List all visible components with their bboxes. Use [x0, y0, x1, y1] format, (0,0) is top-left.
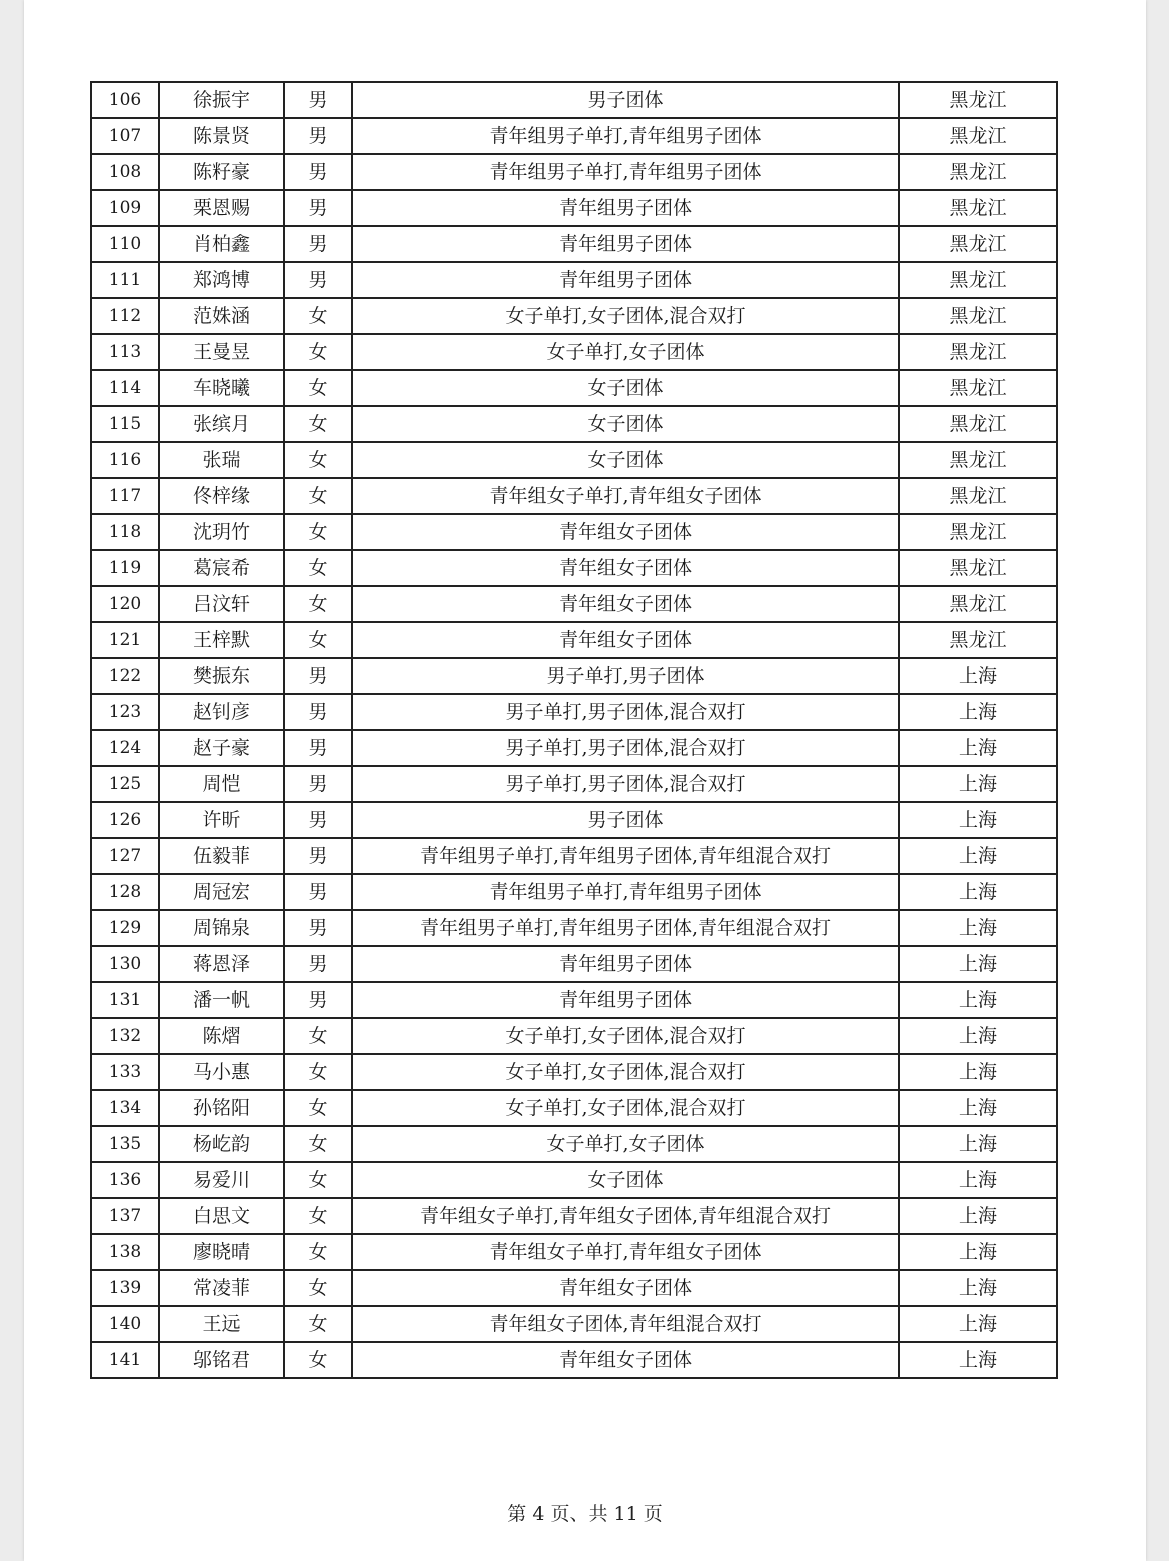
table-row	[91, 586, 1057, 622]
athlete-number-cell: 122	[91, 658, 159, 694]
athlete-events-cell: 青年组女子团体	[352, 514, 899, 550]
athlete-region-cell: 上海	[899, 1162, 1057, 1198]
athlete-gender-cell: 女	[284, 1342, 352, 1378]
athlete-region-cell: 黑龙江	[899, 154, 1057, 190]
athlete-events-cell: 青年组男子单打,青年组男子团体,青年组混合双打	[352, 910, 899, 946]
athlete-number-cell: 117	[91, 478, 159, 514]
athlete-events-cell: 女子单打,女子团体,混合双打	[352, 1018, 899, 1054]
athlete-gender-cell: 女	[284, 1162, 352, 1198]
athlete-name-cell: 王远	[159, 1306, 284, 1342]
athlete-gender-cell: 女	[284, 586, 352, 622]
table-row	[91, 262, 1057, 298]
athlete-gender-cell: 男	[284, 82, 352, 118]
athlete-number-cell: 138	[91, 1234, 159, 1270]
athlete-number-cell: 125	[91, 766, 159, 802]
athlete-gender-cell: 男	[284, 946, 352, 982]
athlete-number-cell: 119	[91, 550, 159, 586]
athlete-table-body	[91, 82, 1057, 1378]
athlete-region-cell: 上海	[899, 1090, 1057, 1126]
athlete-gender-cell: 女	[284, 1090, 352, 1126]
athlete-region-cell: 上海	[899, 946, 1057, 982]
table-row	[91, 694, 1057, 730]
athlete-number-cell: 116	[91, 442, 159, 478]
athlete-region-cell: 上海	[899, 1342, 1057, 1378]
athlete-region-cell: 黑龙江	[899, 550, 1057, 586]
athlete-name-cell: 范姝涵	[159, 298, 284, 334]
athlete-region-cell: 黑龙江	[899, 334, 1057, 370]
athlete-region-cell: 上海	[899, 1306, 1057, 1342]
athlete-number-cell: 137	[91, 1198, 159, 1234]
athlete-name-cell: 栗恩赐	[159, 190, 284, 226]
table-row	[91, 910, 1057, 946]
athlete-region-cell: 上海	[899, 838, 1057, 874]
athlete-events-cell: 男子团体	[352, 82, 899, 118]
athlete-number-cell: 129	[91, 910, 159, 946]
athlete-events-cell: 女子团体	[352, 1162, 899, 1198]
athlete-gender-cell: 男	[284, 730, 352, 766]
athlete-region-cell: 黑龙江	[899, 190, 1057, 226]
athlete-events-cell: 青年组女子团体	[352, 1342, 899, 1378]
athlete-events-cell: 男子团体	[352, 802, 899, 838]
table-row	[91, 514, 1057, 550]
athlete-gender-cell: 男	[284, 154, 352, 190]
athlete-number-cell: 106	[91, 82, 159, 118]
table-row	[91, 1270, 1057, 1306]
page-number: 第 4 页、共 11 页	[507, 1503, 663, 1525]
athlete-name-cell: 邬铭君	[159, 1342, 284, 1378]
athlete-name-cell: 陈籽豪	[159, 154, 284, 190]
table-row	[91, 658, 1057, 694]
athlete-gender-cell: 女	[284, 1306, 352, 1342]
athlete-region-cell: 黑龙江	[899, 622, 1057, 658]
athlete-name-cell: 陈景贤	[159, 118, 284, 154]
athlete-region-cell: 上海	[899, 1198, 1057, 1234]
athlete-number-cell: 113	[91, 334, 159, 370]
athlete-events-cell: 青年组女子团体	[352, 586, 899, 622]
athlete-name-cell: 周恺	[159, 766, 284, 802]
athlete-number-cell: 133	[91, 1054, 159, 1090]
table-row	[91, 82, 1057, 118]
athlete-region-cell: 上海	[899, 910, 1057, 946]
athlete-name-cell: 潘一帆	[159, 982, 284, 1018]
athlete-gender-cell: 女	[284, 1234, 352, 1270]
athlete-number-cell: 120	[91, 586, 159, 622]
athlete-number-cell: 108	[91, 154, 159, 190]
athlete-region-cell: 上海	[899, 982, 1057, 1018]
athlete-name-cell: 孙铭阳	[159, 1090, 284, 1126]
athlete-events-cell: 青年组男子团体	[352, 190, 899, 226]
table-row	[91, 154, 1057, 190]
athlete-events-cell: 男子单打,男子团体	[352, 658, 899, 694]
athlete-gender-cell: 女	[284, 298, 352, 334]
athlete-gender-cell: 女	[284, 1270, 352, 1306]
athlete-name-cell: 马小惠	[159, 1054, 284, 1090]
athlete-region-cell: 黑龙江	[899, 82, 1057, 118]
table-row	[91, 622, 1057, 658]
athlete-region-cell: 黑龙江	[899, 442, 1057, 478]
table-row	[91, 1342, 1057, 1378]
athlete-events-cell: 青年组男子团体	[352, 982, 899, 1018]
athlete-number-cell: 140	[91, 1306, 159, 1342]
athlete-events-cell: 青年组女子团体	[352, 1270, 899, 1306]
table-row	[91, 1018, 1057, 1054]
athlete-name-cell: 赵钊彦	[159, 694, 284, 730]
athlete-events-cell: 青年组男子团体	[352, 946, 899, 982]
athlete-region-cell: 黑龙江	[899, 226, 1057, 262]
athlete-events-cell: 青年组女子单打,青年组女子团体	[352, 1234, 899, 1270]
athlete-events-cell: 女子单打,女子团体	[352, 1126, 899, 1162]
athlete-name-cell: 王曼昱	[159, 334, 284, 370]
athlete-number-cell: 112	[91, 298, 159, 334]
athlete-events-cell: 青年组女子团体,青年组混合双打	[352, 1306, 899, 1342]
table-row	[91, 1162, 1057, 1198]
athlete-gender-cell: 男	[284, 982, 352, 1018]
athlete-gender-cell: 女	[284, 1198, 352, 1234]
table-row	[91, 1126, 1057, 1162]
athlete-number-cell: 123	[91, 694, 159, 730]
table-row	[91, 298, 1057, 334]
athlete-number-cell: 134	[91, 1090, 159, 1126]
athlete-name-cell: 车晓曦	[159, 370, 284, 406]
athlete-number-cell: 109	[91, 190, 159, 226]
athlete-name-cell: 赵子豪	[159, 730, 284, 766]
document-page	[24, 0, 1146, 1561]
athlete-table	[90, 81, 1058, 1379]
athlete-name-cell: 常凌菲	[159, 1270, 284, 1306]
athlete-name-cell: 樊振东	[159, 658, 284, 694]
athlete-events-cell: 女子单打,女子团体,混合双打	[352, 1054, 899, 1090]
athlete-name-cell: 陈熠	[159, 1018, 284, 1054]
athlete-gender-cell: 女	[284, 1018, 352, 1054]
table-row	[91, 478, 1057, 514]
athlete-events-cell: 女子团体	[352, 442, 899, 478]
athlete-number-cell: 132	[91, 1018, 159, 1054]
athlete-gender-cell: 女	[284, 334, 352, 370]
athlete-region-cell: 上海	[899, 1270, 1057, 1306]
athlete-name-cell: 周冠宏	[159, 874, 284, 910]
athlete-name-cell: 廖晓晴	[159, 1234, 284, 1270]
athlete-number-cell: 107	[91, 118, 159, 154]
athlete-region-cell: 上海	[899, 658, 1057, 694]
athlete-number-cell: 136	[91, 1162, 159, 1198]
table-row	[91, 1054, 1057, 1090]
athlete-region-cell: 黑龙江	[899, 118, 1057, 154]
athlete-number-cell: 128	[91, 874, 159, 910]
athlete-number-cell: 114	[91, 370, 159, 406]
athlete-number-cell: 126	[91, 802, 159, 838]
table-row	[91, 982, 1057, 1018]
athlete-region-cell: 黑龙江	[899, 370, 1057, 406]
table-row	[91, 730, 1057, 766]
athlete-name-cell: 沈玥竹	[159, 514, 284, 550]
athlete-gender-cell: 男	[284, 838, 352, 874]
athlete-region-cell: 黑龙江	[899, 406, 1057, 442]
athlete-region-cell: 上海	[899, 694, 1057, 730]
athlete-region-cell: 上海	[899, 874, 1057, 910]
athlete-name-cell: 张瑞	[159, 442, 284, 478]
athlete-events-cell: 男子单打,男子团体,混合双打	[352, 766, 899, 802]
athlete-number-cell: 131	[91, 982, 159, 1018]
athlete-events-cell: 男子单打,男子团体,混合双打	[352, 730, 899, 766]
athlete-region-cell: 上海	[899, 1054, 1057, 1090]
table-row	[91, 766, 1057, 802]
athlete-number-cell: 130	[91, 946, 159, 982]
athlete-gender-cell: 男	[284, 226, 352, 262]
table-row	[91, 190, 1057, 226]
athlete-name-cell: 伍毅菲	[159, 838, 284, 874]
athlete-gender-cell: 女	[284, 550, 352, 586]
athlete-name-cell: 杨屹韵	[159, 1126, 284, 1162]
athlete-events-cell: 青年组女子单打,青年组女子团体	[352, 478, 899, 514]
athlete-events-cell: 青年组男子团体	[352, 262, 899, 298]
athlete-name-cell: 易爱川	[159, 1162, 284, 1198]
athlete-gender-cell: 男	[284, 190, 352, 226]
athlete-number-cell: 127	[91, 838, 159, 874]
table-row	[91, 1234, 1057, 1270]
table-row	[91, 226, 1057, 262]
athlete-region-cell: 黑龙江	[899, 262, 1057, 298]
athlete-events-cell: 青年组男子单打,青年组男子团体,青年组混合双打	[352, 838, 899, 874]
table-row	[91, 874, 1057, 910]
athlete-gender-cell: 女	[284, 442, 352, 478]
athlete-number-cell: 111	[91, 262, 159, 298]
athlete-name-cell: 吕汶轩	[159, 586, 284, 622]
athlete-region-cell: 黑龙江	[899, 514, 1057, 550]
athlete-region-cell: 黑龙江	[899, 298, 1057, 334]
athlete-name-cell: 佟梓缘	[159, 478, 284, 514]
athlete-gender-cell: 女	[284, 406, 352, 442]
athlete-gender-cell: 女	[284, 514, 352, 550]
athlete-number-cell: 115	[91, 406, 159, 442]
athlete-gender-cell: 女	[284, 1054, 352, 1090]
athlete-gender-cell: 男	[284, 802, 352, 838]
athlete-events-cell: 青年组男子单打,青年组男子团体	[352, 874, 899, 910]
table-row	[91, 370, 1057, 406]
athlete-number-cell: 110	[91, 226, 159, 262]
athlete-number-cell: 118	[91, 514, 159, 550]
athlete-number-cell: 139	[91, 1270, 159, 1306]
athlete-events-cell: 女子单打,女子团体,混合双打	[352, 298, 899, 334]
athlete-number-cell: 121	[91, 622, 159, 658]
athlete-gender-cell: 男	[284, 658, 352, 694]
athlete-number-cell: 141	[91, 1342, 159, 1378]
athlete-gender-cell: 男	[284, 694, 352, 730]
athlete-events-cell: 青年组女子团体	[352, 550, 899, 586]
athlete-region-cell: 上海	[899, 1018, 1057, 1054]
table-row	[91, 406, 1057, 442]
athlete-name-cell: 肖柏鑫	[159, 226, 284, 262]
table-row	[91, 118, 1057, 154]
athlete-region-cell: 上海	[899, 766, 1057, 802]
table-row	[91, 1198, 1057, 1234]
athlete-gender-cell: 男	[284, 766, 352, 802]
table-row	[91, 802, 1057, 838]
athlete-region-cell: 上海	[899, 730, 1057, 766]
athlete-region-cell: 黑龙江	[899, 586, 1057, 622]
table-row	[91, 442, 1057, 478]
athlete-events-cell: 女子单打,女子团体,混合双打	[352, 1090, 899, 1126]
athlete-gender-cell: 男	[284, 874, 352, 910]
athlete-gender-cell: 女	[284, 370, 352, 406]
athlete-gender-cell: 男	[284, 262, 352, 298]
table-row	[91, 838, 1057, 874]
athlete-name-cell: 周锦泉	[159, 910, 284, 946]
table-row	[91, 1306, 1057, 1342]
athlete-gender-cell: 女	[284, 478, 352, 514]
athlete-name-cell: 蒋恩泽	[159, 946, 284, 982]
athlete-events-cell: 青年组女子单打,青年组女子团体,青年组混合双打	[352, 1198, 899, 1234]
athlete-name-cell: 张缤月	[159, 406, 284, 442]
athlete-events-cell: 青年组女子团体	[352, 622, 899, 658]
athlete-gender-cell: 女	[284, 622, 352, 658]
table-row	[91, 334, 1057, 370]
athlete-region-cell: 上海	[899, 1126, 1057, 1162]
athlete-name-cell: 王梓默	[159, 622, 284, 658]
athlete-events-cell: 女子团体	[352, 406, 899, 442]
athlete-name-cell: 许昕	[159, 802, 284, 838]
athlete-gender-cell: 男	[284, 118, 352, 154]
athlete-gender-cell: 男	[284, 910, 352, 946]
athlete-gender-cell: 女	[284, 1126, 352, 1162]
athlete-events-cell: 女子团体	[352, 370, 899, 406]
athlete-region-cell: 上海	[899, 802, 1057, 838]
athlete-events-cell: 青年组男子单打,青年组男子团体	[352, 154, 899, 190]
athlete-number-cell: 124	[91, 730, 159, 766]
athlete-name-cell: 白思文	[159, 1198, 284, 1234]
athlete-number-cell: 135	[91, 1126, 159, 1162]
athlete-name-cell: 郑鸿博	[159, 262, 284, 298]
athlete-events-cell: 男子单打,男子团体,混合双打	[352, 694, 899, 730]
athlete-region-cell: 上海	[899, 1234, 1057, 1270]
athlete-name-cell: 葛宸希	[159, 550, 284, 586]
athlete-name-cell: 徐振宇	[159, 82, 284, 118]
table-row	[91, 1090, 1057, 1126]
athlete-region-cell: 黑龙江	[899, 478, 1057, 514]
athlete-events-cell: 青年组男子团体	[352, 226, 899, 262]
athlete-events-cell: 女子单打,女子团体	[352, 334, 899, 370]
table-row	[91, 550, 1057, 586]
table-row	[91, 946, 1057, 982]
athlete-events-cell: 青年组男子单打,青年组男子团体	[352, 118, 899, 154]
